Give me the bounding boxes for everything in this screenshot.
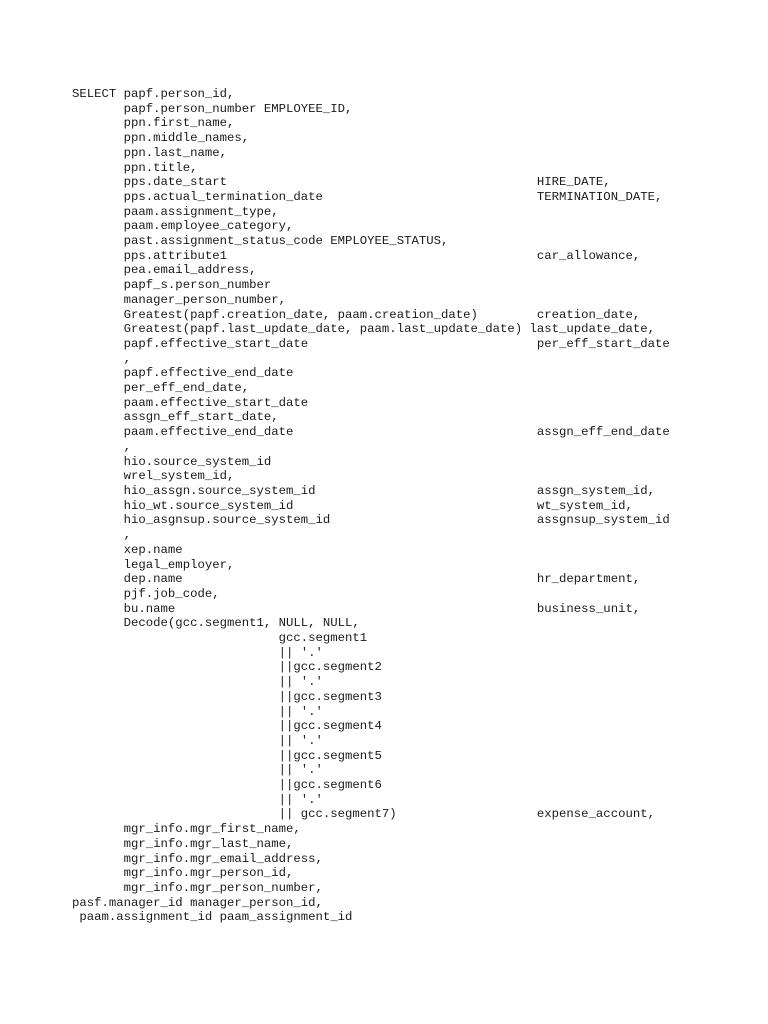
- sql-line: mgr_info.mgr_person_number,: [72, 880, 323, 895]
- sql-line: SELECT papf.person_id,: [72, 87, 235, 101]
- sql-line: || gcc.segment7) expense_account,: [72, 807, 655, 822]
- sql-line: legal_employer,: [72, 557, 235, 572]
- sql-line: ,: [72, 351, 132, 366]
- sql-line: hio.source_system_id: [72, 454, 272, 469]
- sql-line: pjf.job_code,: [72, 586, 220, 601]
- sql-line: mgr_info.mgr_person_id,: [72, 866, 294, 881]
- sql-line: pps.date_start HIRE_DATE,: [72, 175, 611, 190]
- sql-line: || '.': [72, 645, 323, 660]
- sql-line: hio_asgnsup.source_system_id assgnsup_system_id: [72, 513, 670, 528]
- sql-line: pps.actual_termination_date TERMINATION_DATE,: [72, 189, 663, 204]
- sql-line: paam.effective_start_date: [72, 395, 309, 410]
- sql-line: gcc.segment1: [72, 631, 368, 646]
- sql-line: mgr_info.mgr_first_name,: [72, 822, 301, 837]
- sql-line: pea.email_address,: [72, 263, 257, 278]
- sql-line: papf.person_number EMPLOYEE_ID,: [72, 101, 353, 116]
- sql-line: ppn.first_name,: [72, 116, 235, 131]
- sql-line: || '.': [72, 763, 323, 778]
- sql-line: Decode(gcc.segment1, NULL, NULL,: [72, 616, 360, 631]
- sql-line: per_eff_end_date,: [72, 381, 250, 396]
- sql-line: ,: [72, 439, 132, 454]
- sql-line: ,: [72, 528, 132, 543]
- sql-line: ppn.middle_names,: [72, 131, 250, 146]
- sql-line: manager_person_number,: [72, 292, 287, 307]
- sql-line: pps.attribute1 car_allowance,: [72, 248, 641, 263]
- sql-line: pasf.manager_id manager_person_id,: [72, 895, 323, 910]
- sql-line: Greatest(papf.last_update_date, paam.last_update_date) last_update_date,: [72, 322, 655, 337]
- sql-line: || '.': [72, 792, 323, 807]
- sql-line: ||gcc.segment5: [72, 748, 382, 763]
- sql-line: past.assignment_status_code EMPLOYEE_STATUS,: [72, 234, 449, 249]
- sql-line: || '.': [72, 675, 323, 690]
- sql-line: ppn.last_name,: [72, 145, 227, 160]
- sql-line: dep.name hr_department,: [72, 572, 641, 587]
- sql-line: paam.assignment_type,: [72, 204, 279, 219]
- sql-line: paam.effective_end_date assgn_eff_end_date: [72, 425, 670, 440]
- sql-line: papf.effective_start_date per_eff_start_date: [72, 336, 670, 351]
- sql-line: paam.employee_category,: [72, 219, 294, 234]
- sql-line: ||gcc.segment3: [72, 689, 382, 704]
- sql-line: ppn.title,: [72, 160, 198, 175]
- sql-line: ||gcc.segment6: [72, 778, 382, 793]
- sql-line: assgn_eff_start_date,: [72, 410, 279, 425]
- sql-line: mgr_info.mgr_last_name,: [72, 836, 294, 851]
- sql-line: mgr_info.mgr_email_address,: [72, 851, 323, 866]
- sql-line: || '.': [72, 704, 323, 719]
- sql-line: xep.name: [72, 542, 183, 557]
- sql-line: papf.effective_end_date: [72, 366, 294, 381]
- sql-line: Greatest(papf.creation_date, paam.creation_date) creation_date,: [72, 307, 641, 322]
- sql-line: || '.': [72, 733, 323, 748]
- sql-line: bu.name business_unit,: [72, 601, 641, 616]
- sql-line: hio_assgn.source_system_id assgn_system_id,: [72, 483, 655, 498]
- sql-line: ||gcc.segment2: [72, 660, 382, 675]
- sql-query-text: [72, 87, 670, 925]
- sql-line: hio_wt.source_system_id wt_system_id,: [72, 498, 633, 513]
- sql-line: wrel_system_id,: [72, 469, 235, 484]
- sql-line: paam.assignment_id paam_assignment_id: [72, 910, 353, 925]
- sql-line: papf_s.person_number: [72, 278, 272, 293]
- sql-line: ||gcc.segment4: [72, 719, 382, 734]
